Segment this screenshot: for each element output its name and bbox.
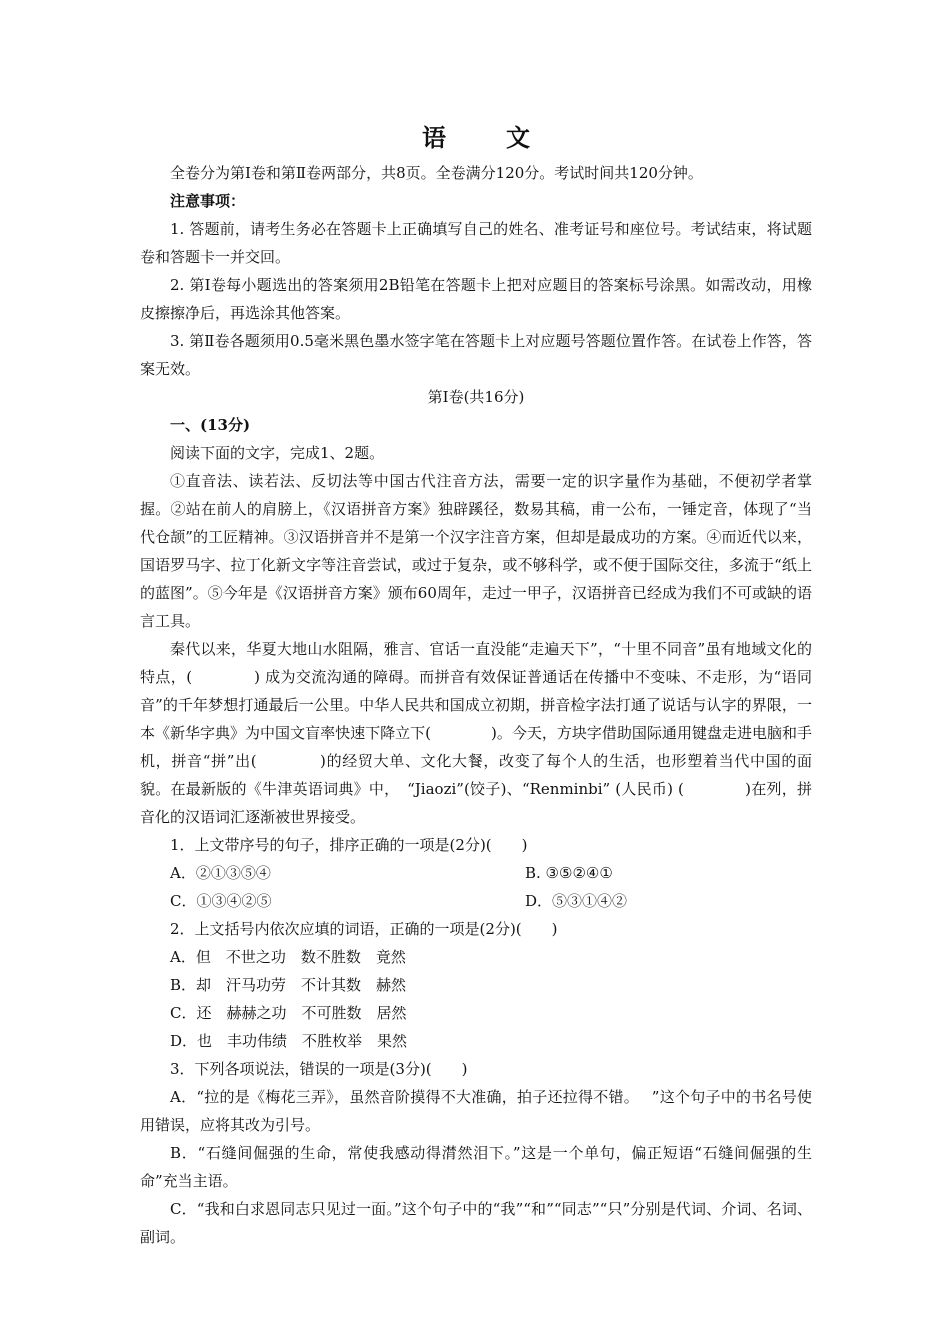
option-c: C．“我和白求恩同志只见过一面。”这个句子中的“我”“和”“同志”“只”分别是代词、介词、名词、副词。 [140, 1200, 812, 1246]
option-d: D．⑤③①④② [525, 892, 628, 910]
option-c: C．①③④②⑤ [170, 892, 272, 910]
section-heading: 第Ⅰ卷(共16分) [427, 388, 525, 406]
option-b: B. ③⑤②④① [525, 864, 613, 882]
option-a: A．“拉的是《梅花三弄》，虽然音阶摸得不大准确，拍子还拉得不错。 ”这个句子中的书名号使用错误，应将其改为引号。 [140, 1088, 812, 1134]
note-item: 3. 第Ⅱ卷各题须用0.5毫米黑色墨水签字笔在答题卡上对应题号答题位置作答。在试卷上作答，答案无效。 [140, 332, 812, 378]
page-title: 语 文 [422, 123, 548, 152]
note-item: 2. 第Ⅰ卷每小题选出的答案须用2B铅笔在答题卡上把对应题目的答案标号涂黑。如需改动，用橡皮擦擦净后，再选涂其他答案。 [140, 276, 812, 322]
passage-paragraph: ①直音法、读若法、反切法等中国古代注音方法，需要一定的识字量作为基础，不便初学者掌握。②站在前人的肩膀上，《汉语拼音方案》独辟蹊径，数易其稿，甫一公布，一锤定音，体现了“当代仓颉”的工匠精神。③汉语拼音并不是第一个汉字注音方案，但却是最成功的方案。④而近代以来，国语罗马字、拉丁化新文字等注音尝试，或过于复杂，或不够科学，或不便于国际交往，多流于“纸上的蓝图”。⑤今年是《汉语拼音方案》颁布60周年，走过一甲子，汉语拼音已经成为我们不可或缺的语言工具。 [140, 472, 812, 630]
passage-paragraph: 秦代以来，华夏大地山水阻隔，雅言、官话一直没能“走遍天下”，“十里不同音”虽有地域文化的特点，( ) 成为交流沟通的障碍。而拼音有效保证普通话在传播中不变味、不走形，为“语同音”的千年梦想打通最后一公里。中华人民共和国成立初期，拼音检字法打通了说话与认字的界限，一本《新华字典》为中国文盲率快速下降立下( )。今天，方块字借助国际通用键盘走进电脑和手机，拼音“拼”出( )的经贸大单、文化大餐，改变了每个人的生活，也形塑着当代中国的面貌。在最新版的《牛津英语词典》中， “Jiaozi”(饺子)、“Renminbi” (人民币) ( )在列，拼音化的汉语词汇逐渐被世界接受。 [140, 640, 812, 826]
option-d: D．也 丰功伟绩 不胜枚举 果然 [170, 1032, 408, 1050]
exam-summary: 全卷分为第Ⅰ卷和第Ⅱ卷两部分，共8页。全卷满分120分。考试时间共120分钟。 [170, 164, 703, 182]
note-item: 1. 答题前，请考生务必在答题卡上正确填写自己的姓名、准考证号和座位号。考试结束，将试题卷和答题卡一并交回。 [140, 220, 812, 266]
question-stem: 1．上文带序号的句子，排序正确的一项是(2分)( ) [170, 836, 528, 854]
part-heading: 一、(13分) [170, 416, 251, 434]
option-a: A．但 不世之功 数不胜数 竟然 [170, 948, 406, 966]
question-stem: 3．下列各项说法，错误的一项是(3分)( ) [170, 1060, 468, 1078]
option-c: C．还 赫赫之功 不可胜数 居然 [170, 1004, 407, 1022]
option-row [140, 887, 812, 915]
exam-page [140, 118, 812, 1251]
option-b: B．却 汗马功劳 不计其数 赫然 [170, 976, 407, 994]
reading-instruction: 阅读下面的文字，完成1、2题。 [170, 444, 385, 462]
question-stem: 2．上文括号内依次应填的词语，正确的一项是(2分)( ) [170, 920, 558, 938]
option-b: B．“石缝间倔强的生命，常使我感动得潸然泪下。”这是一个单句，偏正短语“石缝间倔强的生命”充当主语。 [140, 1144, 812, 1190]
option-row [140, 859, 812, 887]
notes-heading: 注意事项： [170, 192, 246, 210]
option-a: A．②①③⑤④ [170, 864, 271, 882]
